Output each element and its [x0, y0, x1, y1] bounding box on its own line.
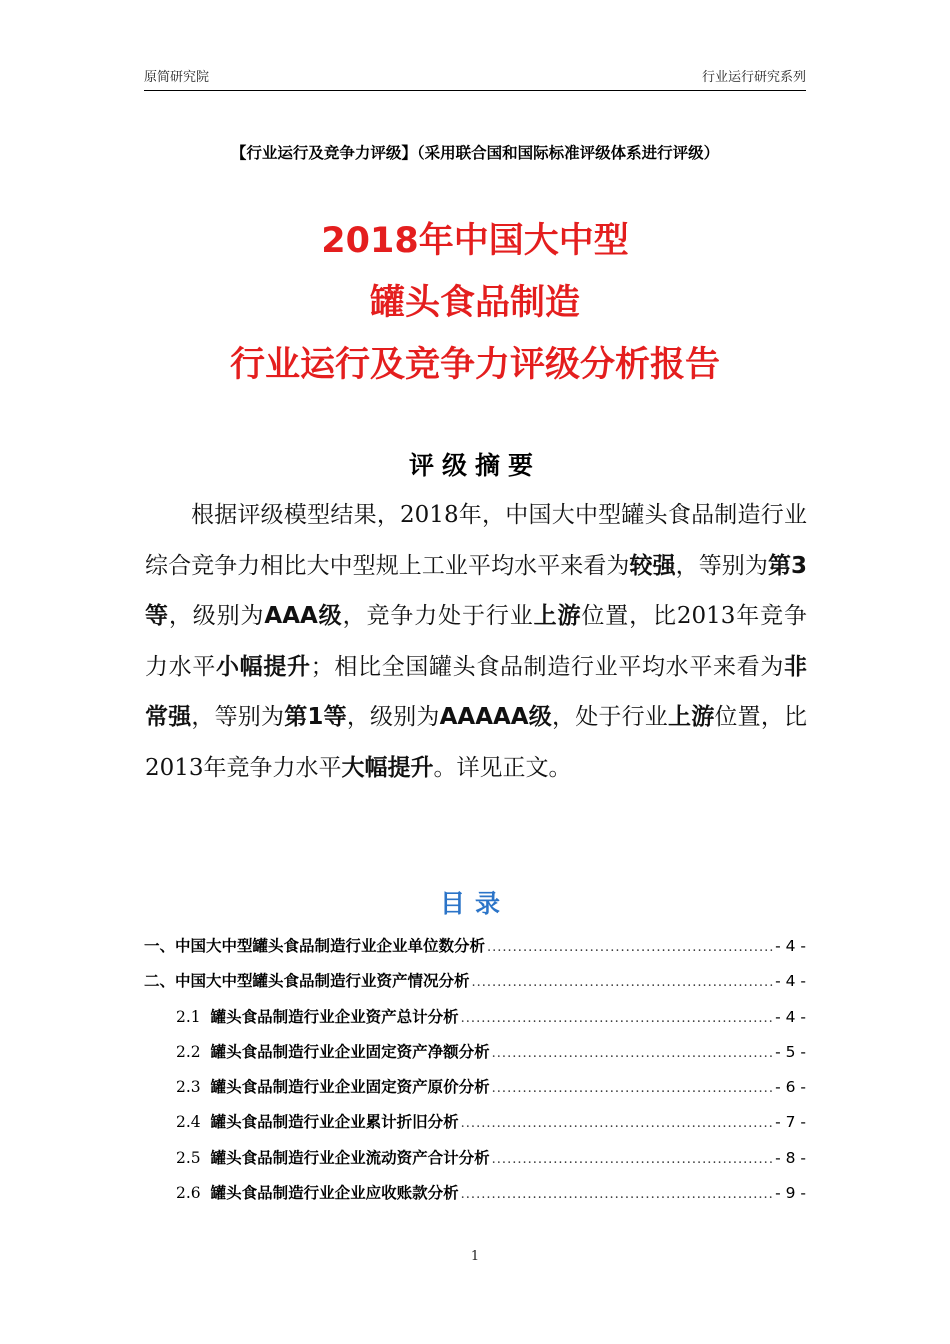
summary-text: ，处于行业: [552, 704, 669, 730]
summary-text: 位置，比2013年竞争力水平: [145, 603, 808, 680]
table-of-contents: [144, 934, 806, 1216]
toc-entry-label: 罐头食品制造行业企业流动资产合计分析: [210, 1148, 490, 1167]
rating-note: 【行业运行及竞争力评级】（采用联合国和国际标准评级体系进行评级）: [230, 144, 720, 162]
summary-emphasis: AAA级: [264, 603, 343, 629]
summary-text: ，竞争力处于行业: [342, 603, 534, 629]
summary-text: ，等别为: [191, 704, 285, 730]
summary-text: ；相比全国罐头食品制造行业平均水平来看为: [310, 653, 785, 680]
toc-dot-leader: [492, 1046, 773, 1061]
toc-dot-leader: [472, 975, 774, 990]
toc-entry[interactable]: [144, 969, 806, 1004]
toc-entry[interactable]: [144, 1040, 806, 1075]
report-title-line-1: 2018年中国大中型: [321, 221, 629, 261]
summary-emphasis: AAAAA级: [439, 704, 553, 730]
summary-emphasis: 第3等: [145, 552, 808, 629]
header-divider: [144, 90, 806, 91]
summary-emphasis: 非常强: [145, 653, 808, 730]
toc-entry-number: 2.6: [176, 1184, 201, 1203]
toc-entry[interactable]: [144, 1075, 806, 1110]
summary-emphasis: 大幅提升: [341, 754, 434, 781]
header-left-text: 原简研究院: [144, 70, 210, 85]
summary-emphasis: 第1等: [284, 704, 347, 730]
toc-entry-page: - 4 -: [775, 1007, 806, 1026]
toc-dot-leader: [461, 1187, 773, 1202]
summary-text: 位置，比2013年竞争力水平: [145, 704, 808, 781]
summary-text: ，级别为: [168, 603, 265, 629]
toc-entry-label: 一、中国大中型罐头食品制造行业企业单位数分析: [144, 937, 486, 955]
toc-entry[interactable]: [144, 1005, 806, 1040]
toc-entry-page: - 6 -: [775, 1078, 806, 1097]
summary-text: ，等别为: [675, 552, 768, 579]
toc-entry-label: 罐头食品制造行业企业固定资产净额分析: [210, 1042, 490, 1061]
summary-emphasis: 上游: [668, 704, 715, 730]
summary-text: 。详见正文。: [433, 754, 572, 781]
page-number: 1: [470, 1249, 480, 1264]
toc-entry-number: 2.4: [176, 1113, 201, 1132]
toc-entry-page: - 5 -: [775, 1042, 806, 1061]
toc-entry-number: 2.5: [176, 1148, 201, 1167]
toc-entry-number: 2.2: [176, 1042, 201, 1061]
toc-entry-label: 罐头食品制造行业企业固定资产原价分析: [210, 1078, 490, 1097]
summary-emphasis: 小幅提升: [216, 653, 311, 680]
toc-entry[interactable]: [144, 1146, 806, 1181]
summary-emphasis: 上游: [533, 603, 582, 629]
toc-dot-leader: [461, 1116, 773, 1131]
report-title-line-3: 行业运行及竞争力评级分析报告: [229, 345, 720, 385]
toc-entry[interactable]: [144, 934, 806, 969]
toc-dot-leader: [487, 940, 773, 955]
summary-heading: 评级摘要: [408, 451, 541, 480]
summary-text: ，级别为: [346, 704, 440, 730]
toc-entry-label: 二、中国大中型罐头食品制造行业资产情况分析: [144, 972, 470, 991]
toc-entry-number: 2.1: [176, 1007, 201, 1026]
toc-entry-page: - 4 -: [775, 937, 806, 955]
toc-entry-label: 罐头食品制造行业企业应收账款分析: [210, 1184, 459, 1203]
toc-entry-page: - 9 -: [775, 1184, 806, 1203]
toc-entry-page: - 4 -: [775, 972, 806, 991]
toc-entry-label: 罐头食品制造行业企业资产总计分析: [210, 1007, 459, 1026]
toc-dot-leader: [492, 1152, 773, 1167]
header-right-text: 行业运行研究系列: [701, 70, 806, 85]
toc-entry-page: - 7 -: [775, 1113, 806, 1132]
summary-text: 根据评级模型结果，2018年，中国大中型罐头食品制造行业综合竞争力相比大中型规上工业平均水平来看为: [145, 502, 807, 579]
report-title-line-2: 罐头食品制造: [369, 283, 580, 323]
toc-dot-leader: [461, 1011, 773, 1026]
page-header: [144, 66, 806, 85]
toc-entry-number: 2.3: [176, 1078, 201, 1097]
toc-entry-label: 罐头食品制造行业企业累计折旧分析: [210, 1113, 459, 1132]
summary-paragraph: [145, 490, 807, 793]
toc-entry[interactable]: [144, 1181, 806, 1216]
summary-emphasis: 较强: [629, 552, 676, 579]
toc-heading: 目录: [439, 889, 510, 918]
toc-dot-leader: [492, 1081, 773, 1096]
toc-entry-page: - 8 -: [775, 1148, 806, 1167]
toc-entry[interactable]: [144, 1110, 806, 1145]
